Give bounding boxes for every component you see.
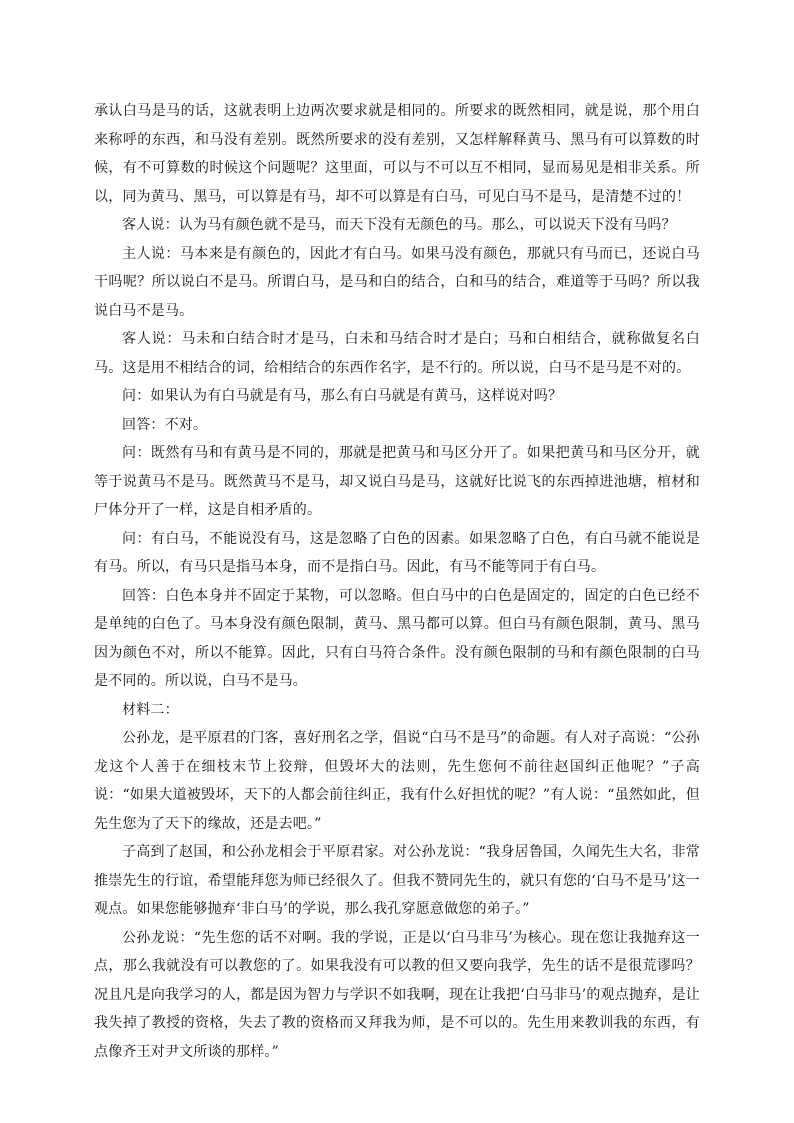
paragraph-11: 公孙龙，是平原君的门客，喜好刑名之学，倡说“白马不是马”的命题。有人对子高说：“公孙龙这个人善于在细枝末节上狡辩，但毁坏大的法则，先生您何不前往赵国纠正他呢？”子高说：“如果大道被毁坏，天下的人都会前往纠正，我有什么好担忧的呢？”有人说：“虽然如此，但先生您为了天下的缘故，还是去吧。”: [94, 730, 700, 832]
paragraph-6: 回答：不对。: [122, 416, 208, 433]
paragraph-1: 承认白马是马的话，这就表明上边两次要求就是相同的。所要求的既然相同，就是说，那个用白来称呼的东西，和马没有差别。既然所要求的没有差别，又怎样解释黄马、黑马有可以算数的时候，有不可算数的时候这个问题呢？这里面，可以与不可以互不相同，显而易见是相非关系。所以，同为黄马、黑马，可以算是有马，却不可以算是有白马，可见白马不是马，是清楚不过的！: [94, 103, 700, 205]
document-body: [94, 97, 700, 1066]
paragraph-12: 子高到了赵国，和公孙龙相会于平原君家。对公孙龙说：“我身居鲁国，久闻先生大名，非常推崇先生的行谊，希望能拜您为师已经很久了。但我不赞同先生的，就只有您的‘白马不是马’这一观点。如果您能够抛弃‘非白马’的学说，那么我孔穿愿意做您的弟子。”: [94, 844, 700, 917]
paragraph-5: 问：如果认为有白马就是有马，那么有白马就是有黄马，这样说对吗？: [122, 388, 563, 404]
paragraph-7: 问：既然有马和有黄马是不同的，那就是把黄马和马区分开了。如果把黄马和马区分开，就等于说黄马不是马。既然黄马不是马，却又说白马是马，这就好比说飞的东西掉进池塘，棺材和尸体分开了一样，这是自相矛盾的。: [94, 445, 700, 518]
paragraph-13: 公孙龙说：“先生您的话不对啊。我的学说，正是以‘白马非马’为核心。现在您让我抛弃这一点，那么我就没有可以教您的了。如果我没有可以教的但又要向我学，先生的话不是很荒谬吗？况且凡是向我学习的人，都是因为智力与学识不如我啊，现在让我把‘白马非马’的观点抛弃，是让我失掉了教授的资格，失去了教的资格而又拜我为师，是不可以的。先生用来教训我的东西，有点像齐王对尹文所谈的那样。”: [94, 929, 700, 1060]
paragraph-3: 主人说：马本来是有颜色的，因此才有白马。如果马没有颜色，那就只有马而已，还说白马干吗呢？所以说白不是马。所谓白马，是马和白的结合，白和马的结合，难道等于马吗？所以我说白马不是马。: [94, 245, 700, 319]
paragraph-4: 客人说：马未和白结合时才是马，白未和马结合时才是白；马和白相结合，就称做复名白马。这是用不相结合的词，给相结合的东西作名字，是不行的。所以说，白马不是马是不对的。: [94, 331, 700, 376]
paragraph-9: 回答：白色本身并不固定于某物，可以忽略。但白马中的白色是固定的，固定的白色已经不是单纯的白色了。马本身没有颜色限制，黄马、黑马都可以算。但白马有颜色限制，黄马、黑马因为颜色不对，所以不能算。因此，只有白马符合条件。没有颜色限制的马和有颜色限制的白马是不同的。所以说，白马不是马。: [94, 587, 700, 689]
paragraph-8: 问：有白马，不能说没有马，这是忽略了白色的因素。如果忽略了白色，有白马就不能说是有马。所以，有马只是指马本身，而不是指白马。因此，有马不能等同于有白马。: [94, 530, 700, 575]
section-heading-material-2: 材料二：: [122, 701, 179, 718]
paragraph-2: 客人说：认为马有颜色就不是马，而天下没有无颜色的马。那么，可以说天下没有马吗？: [122, 217, 676, 233]
